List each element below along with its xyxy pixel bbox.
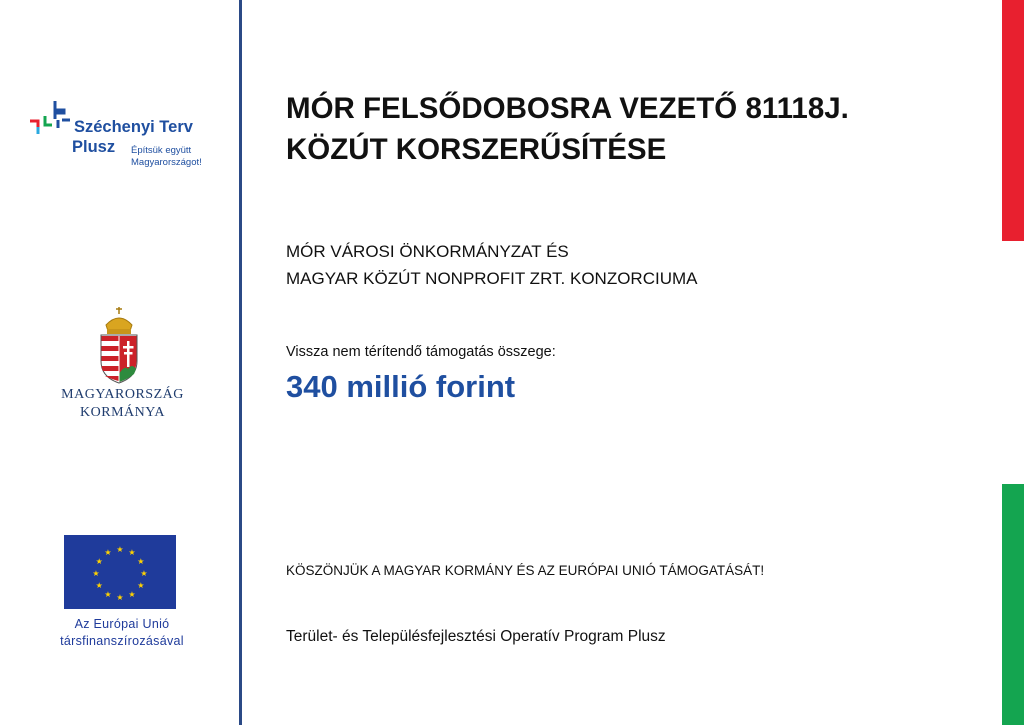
svg-text:★: ★ xyxy=(95,557,103,566)
government-name-line2: KORMÁNYA xyxy=(80,405,165,420)
eu-flag-icon xyxy=(64,535,176,609)
szechenyi-name-line2: Plusz xyxy=(72,138,116,156)
project-title-line1: MÓR FELSŐDOBOSRA VEZETŐ 81118J. xyxy=(286,92,849,125)
svg-text:★: ★ xyxy=(140,569,148,578)
szechenyi-slogan-line1: Építsük együtt xyxy=(131,145,192,156)
hungarian-coat-of-arms-icon xyxy=(98,305,140,385)
svg-text:★: ★ xyxy=(104,589,112,599)
support-amount-label: Vissza nem térítendő támogatás összege: xyxy=(286,344,556,360)
government-name-line1: MAGYARORSZÁG xyxy=(61,387,184,402)
svg-text:★: ★ xyxy=(137,581,145,590)
beneficiary-line1: MÓR VÁROSI ÖNKORMÁNYZAT ÉS xyxy=(286,242,569,261)
project-title xyxy=(286,88,986,170)
support-amount: 340 millió forint xyxy=(286,369,516,404)
svg-text:★: ★ xyxy=(128,548,136,558)
beneficiary xyxy=(286,238,698,292)
flag-stripe-green xyxy=(1002,484,1024,725)
eu-cofinancing-line1: Az Európai Unió xyxy=(74,617,170,631)
svg-text:★: ★ xyxy=(128,589,136,599)
flag-stripe-red xyxy=(1002,0,1024,241)
government-logo xyxy=(40,305,210,425)
svg-text:★: ★ xyxy=(104,548,112,558)
szechenyi-name-line1: Széchenyi Terv xyxy=(74,118,193,136)
project-title-line2: KÖZÚT KORSZERŰSÍTÉSE xyxy=(286,133,667,166)
svg-text:★: ★ xyxy=(137,557,145,566)
eu-cofinancing-line2: társfinanszírozásával xyxy=(60,634,184,648)
svg-text:★: ★ xyxy=(92,569,100,578)
thanks-text: KÖSZÖNJÜK A MAGYAR KORMÁNY ÉS AZ EURÓPAI UNIÓ TÁMOGATÁSÁT! xyxy=(286,563,765,578)
svg-text:★: ★ xyxy=(116,593,124,602)
svg-text:★: ★ xyxy=(95,581,103,590)
szechenyi-plus-mark-icon xyxy=(28,98,76,146)
szechenyi-logo xyxy=(28,98,228,178)
program-name: Terület- és Településfejlesztési Operatív Program Plusz xyxy=(286,628,666,645)
szechenyi-slogan-line2: Magyarországot! xyxy=(131,157,202,168)
szechenyi-slogan xyxy=(131,145,231,169)
vertical-divider xyxy=(239,0,242,725)
svg-text:★: ★ xyxy=(116,545,124,554)
beneficiary-line2: MAGYAR KÖZÚT NONPROFIT ZRT. KONZORCIUMA xyxy=(286,269,698,288)
